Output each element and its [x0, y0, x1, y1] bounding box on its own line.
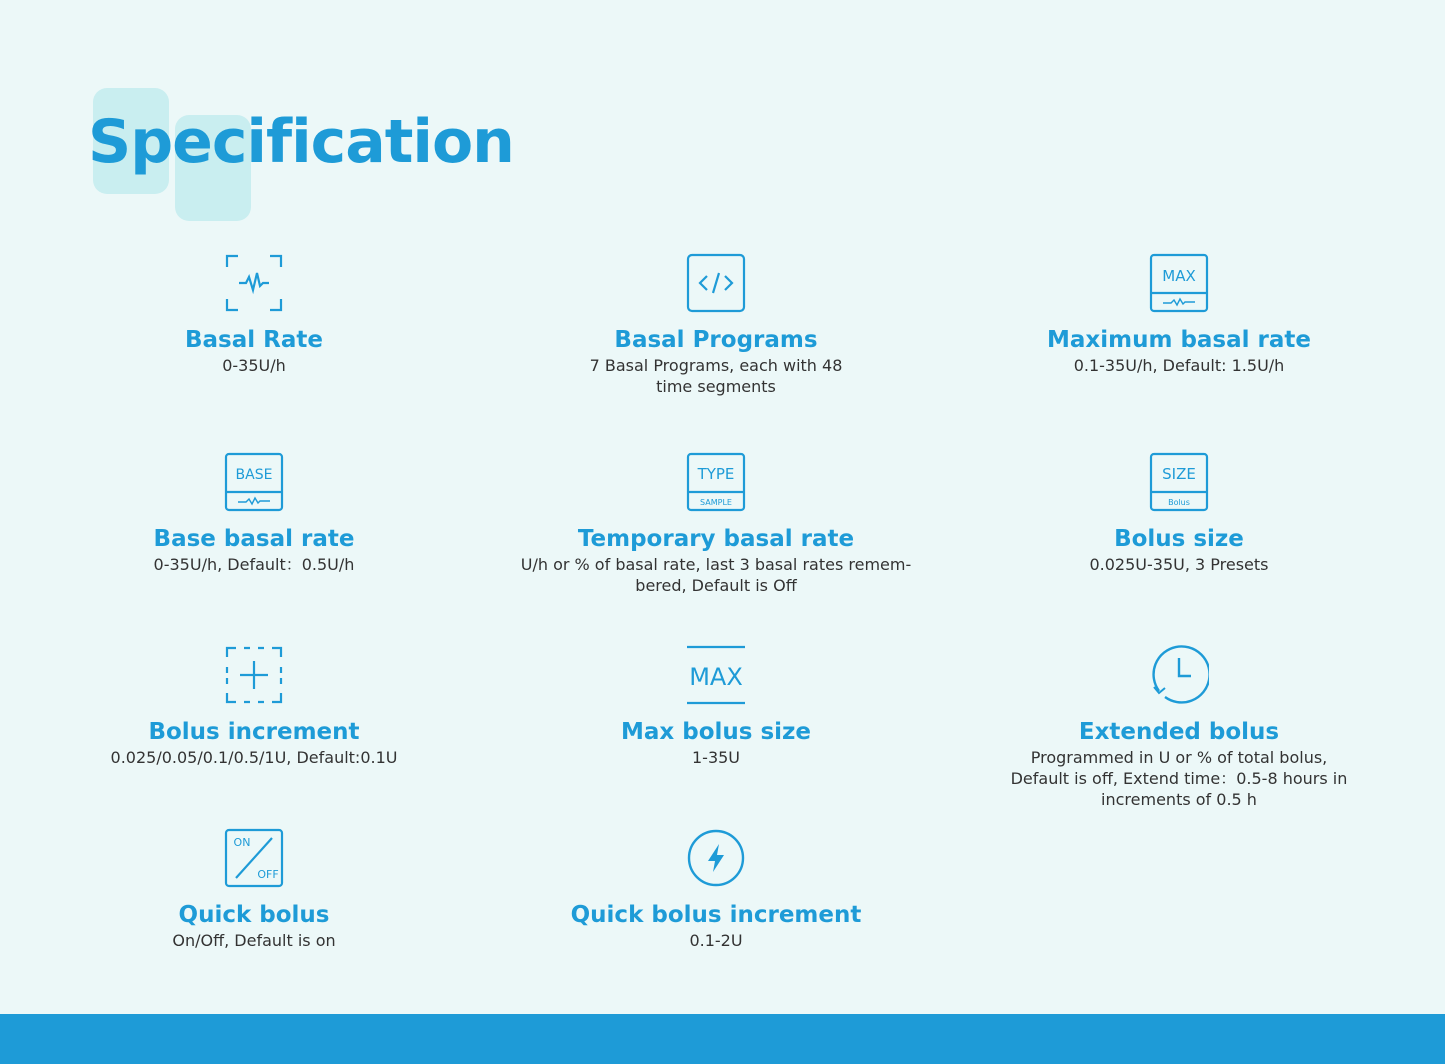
icon-label: SIZE: [1162, 465, 1196, 483]
spec-title: Maximum basal rate: [1047, 327, 1311, 353]
spec-title: Base basal rate: [153, 526, 355, 552]
size-box-icon: [1149, 452, 1209, 512]
spec-bolus-increment: [24, 645, 484, 768]
spec-maximum-basal-rate: [949, 253, 1409, 376]
spec-description: U/h or % of basal rate, last 3 basal rates remem-bered, Default is Off: [520, 555, 912, 595]
spec-title: Temporary basal rate: [577, 526, 855, 552]
spec-bolus-size: [949, 452, 1409, 575]
icon-label: ON: [233, 836, 251, 849]
icon-label: MAX: [1162, 267, 1196, 285]
page-title: Specification: [88, 107, 514, 177]
type-box-icon: [686, 452, 746, 512]
clock-icon: [1149, 645, 1209, 705]
icon-sublabel: SAMPLE: [700, 498, 732, 507]
spec-description: 0.1-2U: [689, 931, 743, 950]
waveform-frame-icon: [224, 253, 284, 313]
spec-title: Quick bolus: [178, 902, 330, 928]
spec-title: Bolus increment: [148, 719, 360, 745]
spec-description: Programmed in U or % of total bolus, Default is off, Extend time：0.5-8 hours in increments of 0.5 h: [1010, 748, 1348, 809]
max-lines-icon: [686, 645, 746, 705]
spec-description: On/Off, Default is on: [172, 931, 336, 950]
lightning-icon: [686, 828, 746, 888]
icon-label: BASE: [235, 467, 273, 483]
spec-description: 0-35U/h, Default：0.5U/h: [153, 555, 355, 574]
max-box-icon: [1149, 253, 1209, 313]
spec-max-bolus-size: [486, 645, 946, 768]
icon-sublabel: OFF: [257, 868, 279, 881]
spec-description: 7 Basal Programs, each with 48 time segments: [589, 356, 843, 396]
spec-title: Max bolus size: [620, 719, 812, 745]
spec-title: Basal Programs: [614, 327, 818, 353]
spec-base-basal-rate: [24, 452, 484, 575]
icon-sublabel: Bolus: [1168, 498, 1190, 507]
spec-extended-bolus: [949, 645, 1409, 810]
spec-description: 0.025/0.05/0.1/0.5/1U, Default:0.1U: [110, 748, 398, 767]
base-box-icon: [224, 452, 284, 512]
spec-quick-bolus-increment: [486, 828, 946, 951]
plus-frame-icon: [224, 645, 284, 705]
spec-quick-bolus: [24, 828, 484, 951]
spec-title: Basal Rate: [185, 327, 323, 353]
spec-basal-rate: [24, 253, 484, 376]
spec-description: 0.025U-35U, 3 Presets: [1089, 555, 1269, 574]
spec-title: Bolus size: [1114, 526, 1244, 552]
spec-description: 1-35U: [691, 748, 741, 767]
on-off-icon: [224, 828, 284, 888]
spec-temporary-basal-rate: [486, 452, 946, 596]
icon-label: MAX: [689, 663, 743, 691]
spec-basal-programs: [486, 253, 946, 397]
spec-description: 0-35U/h: [222, 356, 286, 375]
code-icon: [686, 253, 746, 313]
icon-label: TYPE: [697, 465, 735, 483]
spec-title: Extended bolus: [1078, 719, 1280, 745]
spec-description: 0.1-35U/h, Default: 1.5U/h: [1073, 356, 1285, 375]
spec-title: Quick bolus increment: [570, 902, 862, 928]
footer-bar: [0, 1014, 1445, 1064]
